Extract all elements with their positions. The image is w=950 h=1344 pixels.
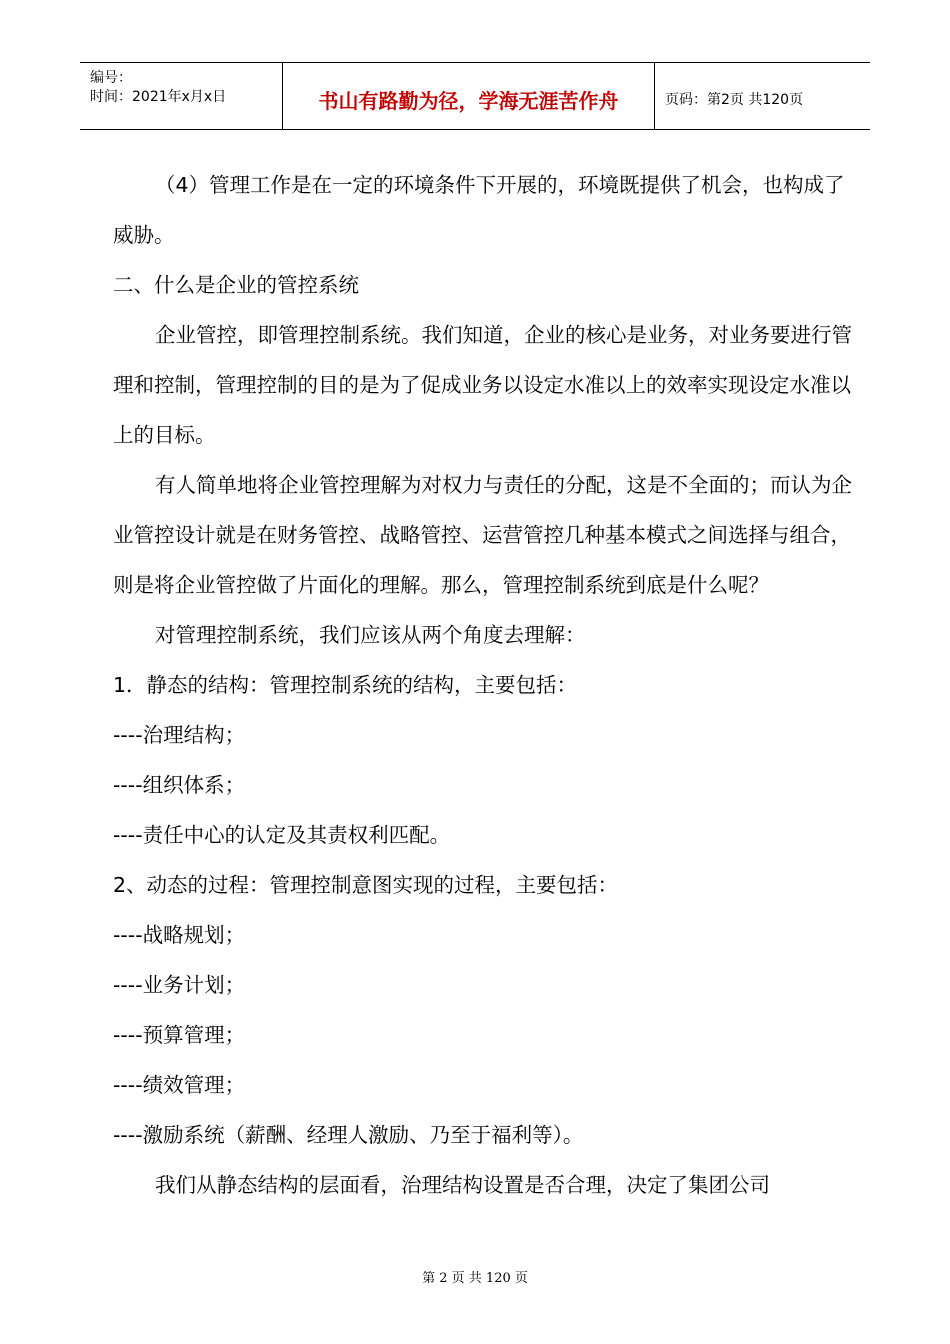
document-number-label: 编号： (90, 70, 132, 86)
header-page-info: 页码：第2页 共120页 (665, 92, 804, 108)
list-item: ----责任中心的认定及其责权利匹配。 (113, 823, 451, 847)
list-item: ----治理结构； (113, 723, 246, 747)
document-body (113, 160, 853, 1210)
page-footer: 第 2 页 共 120 页 (422, 1271, 528, 1286)
list-item: ----激励系统（薪酬、经理人激励、乃至于福利等）。 (113, 1123, 584, 1147)
paragraph: 对管理控制系统，我们应该从两个角度去理解： (155, 623, 586, 647)
paragraph: 有人简单地将企业管控理解为对权力与责任的分配，这是不全面的；而认为企业管控设计就是在财务管控、战略管控、运营管控几种基本模式之间选择与组合，则是将企业管控做了片面化的理解。那么，管理控制系统到底是什么呢？ (113, 473, 852, 597)
page-header (80, 62, 870, 130)
list-item: ----业务计划； (113, 973, 246, 997)
header-motto-cell (282, 63, 655, 129)
paragraph: （4）管理工作是在一定的环境条件下开展的，环境既提供了机会，也构成了威胁。 (113, 173, 845, 247)
header-meta-cell (80, 63, 282, 129)
list-item: ----绩效管理； (113, 1073, 246, 1097)
list-item: ----组织体系； (113, 773, 246, 797)
list-item: ----预算管理； (113, 1023, 246, 1047)
document-time-label: 时间：2021年x月x日 (90, 89, 227, 105)
paragraph: 企业管控，即管理控制系统。我们知道，企业的核心是业务，对业务要进行管理和控制，管理控制的目的是为了促成业务以设定水准以上的效率实现设定水准以上的目标。 (113, 323, 852, 447)
header-page-cell (655, 63, 870, 129)
subsection-heading: 2、动态的过程：管理控制意图实现的过程，主要包括： (113, 873, 619, 897)
paragraph: 我们从静态结构的层面看，治理结构设置是否合理，决定了集团公司 (155, 1173, 770, 1197)
section-heading: 二、什么是企业的管控系统 (113, 273, 359, 297)
list-item: ----战略规划； (113, 923, 246, 947)
header-motto: 书山有路勤为径，学海无涯苦作舟 (318, 89, 619, 113)
subsection-heading: 1．静态的结构：管理控制系统的结构，主要包括： (113, 673, 578, 697)
